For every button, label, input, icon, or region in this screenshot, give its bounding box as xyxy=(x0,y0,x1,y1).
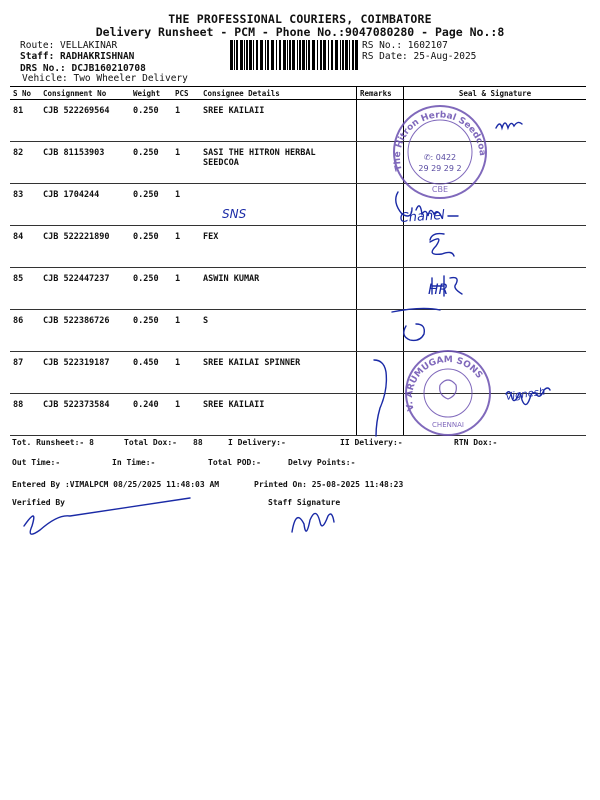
company-title: THE PROFESSIONAL COURIERS, COIMBATORE xyxy=(168,12,432,26)
i-delivery: I Delivery:- xyxy=(228,438,286,447)
total-dox-label: Total Dox:- xyxy=(124,438,177,447)
in-time: In Time:- xyxy=(112,458,156,467)
printed-on: Printed On: 25-08-2025 11:48:23 xyxy=(254,480,404,489)
tot-runsheet: Tot. Runsheet:- 8 xyxy=(12,438,94,447)
row84-handwriting: Chanel xyxy=(399,207,446,226)
row81-scribble xyxy=(496,122,522,128)
cell-consignee: SREE KAILAII xyxy=(200,394,357,436)
rtn-dox: RTN Dox:- xyxy=(454,438,498,447)
cell-pcs: 1 xyxy=(172,142,200,184)
hitron-stamp-name: The Hitron Herbal Seedcoa xyxy=(392,110,488,172)
cell-consignee: SASI THE HITRON HERBAL SEEDCOA xyxy=(200,142,357,184)
cell-weight: 0.250 xyxy=(130,142,172,184)
cell-pcs: 1 xyxy=(172,226,200,268)
cell-pcs: 1 xyxy=(172,100,200,142)
cell-sno: 85 xyxy=(10,268,40,310)
cell-sno: 83 xyxy=(10,184,40,226)
out-time: Out Time:- xyxy=(12,458,61,467)
hitron-stamp-city: CBE xyxy=(431,185,449,194)
col-consignment: Consignment No xyxy=(40,87,130,100)
delvy-points: Delvy Points:- xyxy=(288,458,356,467)
row88-handwriting: Vignesh xyxy=(504,386,547,403)
staff-signature-scribble xyxy=(292,513,334,532)
cell-weight: 0.450 xyxy=(130,352,172,394)
cell-weight: 0.250 xyxy=(130,226,172,268)
arumugam-stamp-city: CHENNAI xyxy=(432,421,464,429)
cell-sno: 84 xyxy=(10,226,40,268)
cell-consignee: SREE KAILAII xyxy=(200,100,357,142)
arumugam-stamp-name: V. ARUMUGAM SONS xyxy=(404,355,485,412)
cell-pcs: 1 xyxy=(172,394,200,436)
entered-by: Entered By :VIMALPCM 08/25/2025 11:48:03 AM xyxy=(12,480,220,489)
cell-weight: 0.250 xyxy=(130,184,172,226)
col-pcs: PCS xyxy=(172,87,200,100)
cell-sno: 86 xyxy=(10,310,40,352)
rs-date: RS Date: 25-Aug-2025 xyxy=(362,51,477,62)
cell-consignment: CJB 522319187 xyxy=(40,352,130,394)
staff-label: Staff: RADHAKRISHNAN xyxy=(20,51,135,62)
cell-weight: 0.250 xyxy=(130,310,172,352)
cell-weight: 0.250 xyxy=(130,100,172,142)
row87-scribble xyxy=(374,360,386,436)
hitron-stamp-phone: ✆: 0422 xyxy=(423,153,457,162)
cell-weight: 0.250 xyxy=(130,268,172,310)
cell-consignee: SREE KAILAI SPINNER xyxy=(200,352,357,394)
cell-consignment: CJB 522386726 xyxy=(40,310,130,352)
staff-signature-label: Staff Signature xyxy=(268,498,341,507)
col-seal: Seal & Signature xyxy=(404,87,587,100)
row86-scribble xyxy=(392,308,440,340)
verified-by: Verified By xyxy=(12,498,65,507)
cell-consignment: CJB 522447237 xyxy=(40,268,130,310)
cell-consignment: CJB 81153903 xyxy=(40,142,130,184)
arumugam-stamp xyxy=(405,351,490,435)
cell-pcs: 1 xyxy=(172,268,200,310)
drs-label: DRS No.: DCJB160210708 xyxy=(20,63,146,74)
col-consignee: Consignee Details xyxy=(200,87,357,100)
cell-sno: 88 xyxy=(10,394,40,436)
row83-handwriting: SNS xyxy=(222,207,247,221)
col-remarks: Remarks xyxy=(357,87,404,100)
ii-delivery: II Delivery:- xyxy=(340,438,403,447)
cell-weight: 0.240 xyxy=(130,394,172,436)
row84-scribble xyxy=(430,234,454,256)
runsheet-title: Delivery Runsheet - PCM - Phone No.:9047080280 - Page No.:8 xyxy=(95,25,505,39)
cell-consignee: ASWIN KUMAR xyxy=(200,268,357,310)
cell-pcs: 1 xyxy=(172,310,200,352)
hitron-stamp-number: 29 29 29 2 xyxy=(418,164,462,173)
total-pod: Total POD:- xyxy=(208,458,261,467)
cell-consignee: FEX xyxy=(200,226,357,268)
rs-number: RS No.: 1602107 xyxy=(362,40,448,51)
route-label: Route: VELLAKINAR xyxy=(20,40,118,51)
cell-consignee: S xyxy=(200,310,357,352)
vehicle-label: Vehicle: Two Wheeler Delivery xyxy=(22,73,188,84)
cell-consignment: CJB 522221890 xyxy=(40,226,130,268)
cell-consignment: CJB 1704244 xyxy=(40,184,130,226)
cell-sno: 87 xyxy=(10,352,40,394)
col-sno: S No xyxy=(10,87,40,100)
row85-handwriting: HR xyxy=(428,282,449,298)
cell-sno: 81 xyxy=(10,100,40,142)
cell-pcs: 1 xyxy=(172,352,200,394)
cell-pcs: 1 xyxy=(172,184,200,226)
total-dox-value: 88 xyxy=(193,438,203,447)
cell-consignment: CJB 522373584 xyxy=(40,394,130,436)
cell-sno: 82 xyxy=(10,142,40,184)
hitron-stamp xyxy=(393,106,487,198)
cell-consignment: CJB 522269564 xyxy=(40,100,130,142)
col-weight: Weight xyxy=(130,87,172,100)
